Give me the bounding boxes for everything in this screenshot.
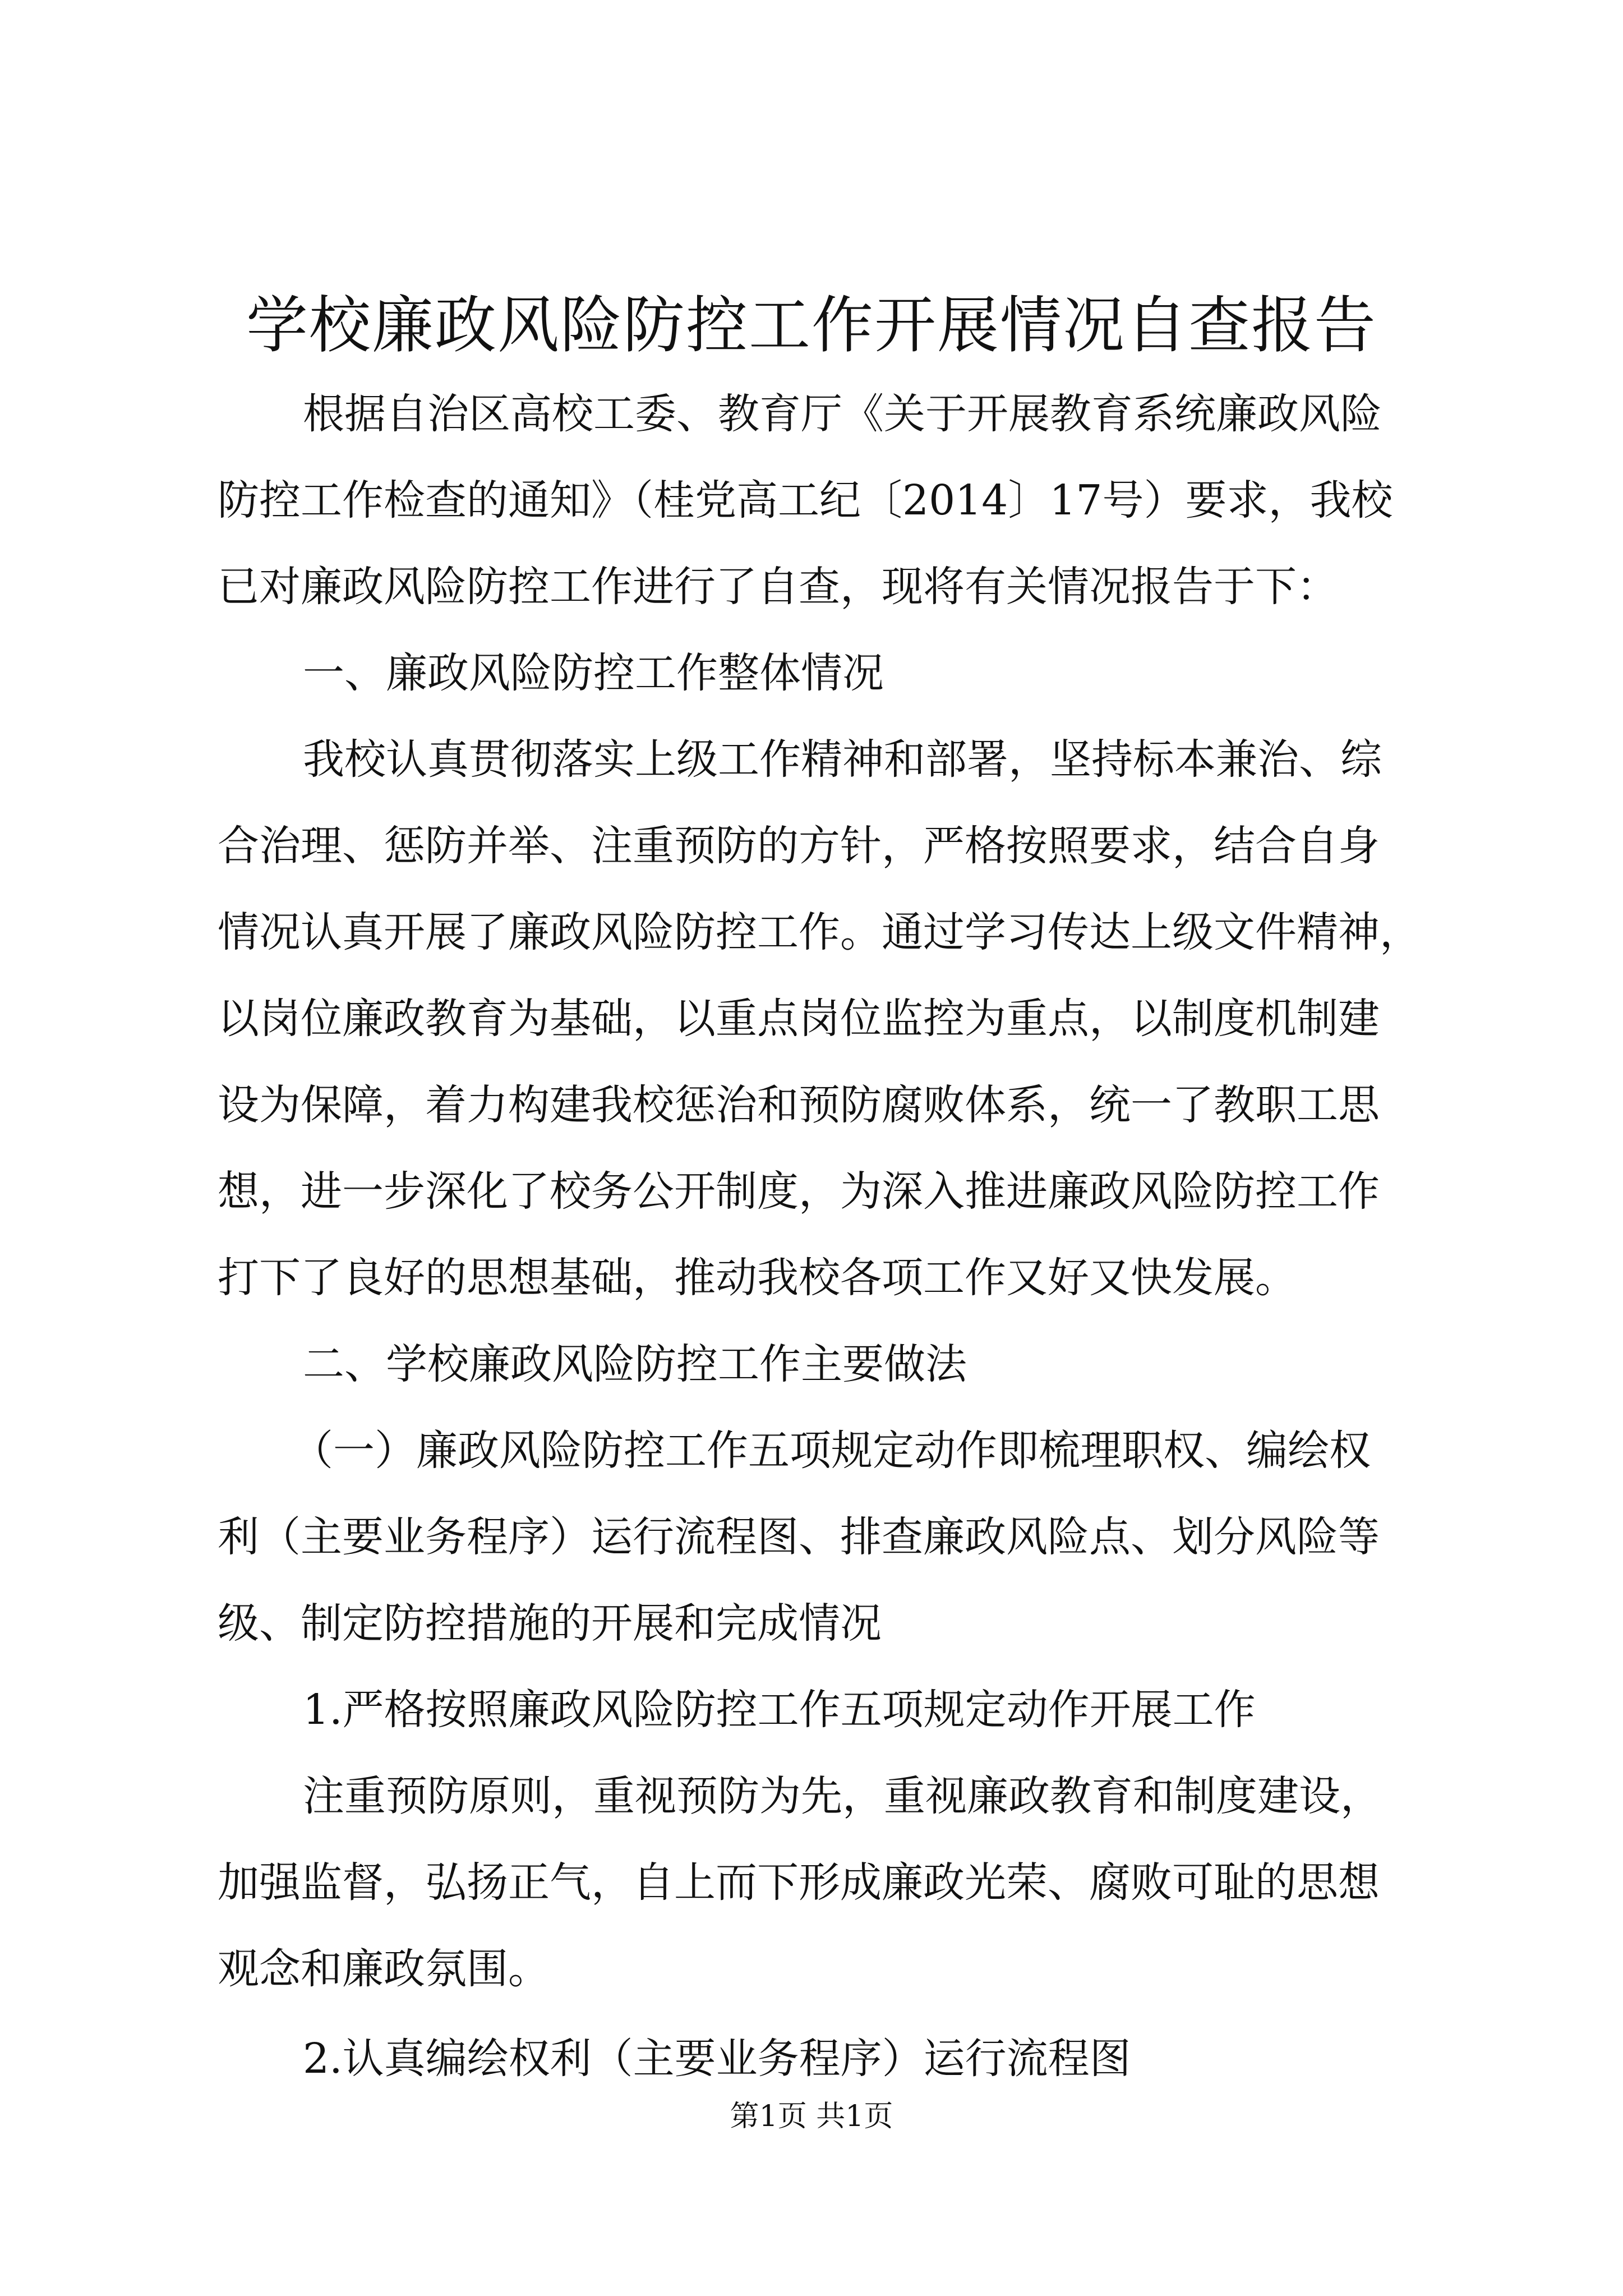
- line-text: 想，进一步深化了校务公开制度，为深入推进廉政风险防控工作: [218, 1167, 1380, 1216]
- line-text: 级、制定防控措施的开展和完成情况: [218, 1599, 882, 1648]
- line-text: 合治理、惩防并举、注重预防的方针，严格按照要求，结合自身: [218, 822, 1380, 870]
- subsection-heading: 1.严格按照廉政风险防控工作五项规定动作开展工作: [303, 1686, 1256, 1734]
- section-heading: 二、学校廉政风险防控工作主要做法: [303, 1340, 967, 1388]
- line-text: （一）廉政风险防控工作五项规定动作即梳理职权、编绘权: [292, 1427, 1371, 1475]
- line-text: 观念和廉政氛围。: [218, 1945, 550, 1993]
- line-text: 已对廉政风险防控工作进行了自查，现将有关情况报告于下：: [218, 563, 1338, 611]
- line-text: 加强监督，弘扬正气，自上而下形成廉政光荣、腐败可耻的思想: [218, 1858, 1380, 1907]
- line-text: 防控工作检查的通知》（桂党高工纪〔2014〕17号）要求，我校: [218, 476, 1393, 524]
- line-text: 利（主要业务程序）运行流程图、排查廉政风险点、划分风险等: [218, 1513, 1380, 1561]
- page-number-footer: 第1页 共1页: [730, 2100, 893, 2133]
- line-text: 打下了良好的思想基础，推动我校各项工作又好又快发展。: [218, 1254, 1297, 1302]
- section-heading: 一、廉政风险防控工作整体情况: [303, 649, 884, 697]
- line-text: 情况认真开展了廉政风险防控工作。通过学习传达上级文件精神，: [218, 908, 1421, 956]
- line-text: 注重预防原则，重视预防为先，重视廉政教育和制度建设，: [303, 1772, 1382, 1820]
- line-text: 根据自治区高校工委、教育厅《关于开展教育系统廉政风险: [303, 390, 1382, 438]
- document-title: 学校廉政风险防控工作开展情况自查报告: [246, 289, 1377, 361]
- subsection-heading: 2.认真编绘权利（主要业务程序）运行流程图: [303, 2035, 1131, 2083]
- line-text: 设为保障，着力构建我校惩治和预防腐败体系，统一了教职工思: [218, 1081, 1380, 1129]
- line-text: 以岗位廉政教育为基础，以重点岗位监控为重点，以制度机制建: [218, 995, 1380, 1043]
- line-text: 我校认真贯彻落实上级工作精神和部署，坚持标本兼治、综: [303, 735, 1382, 784]
